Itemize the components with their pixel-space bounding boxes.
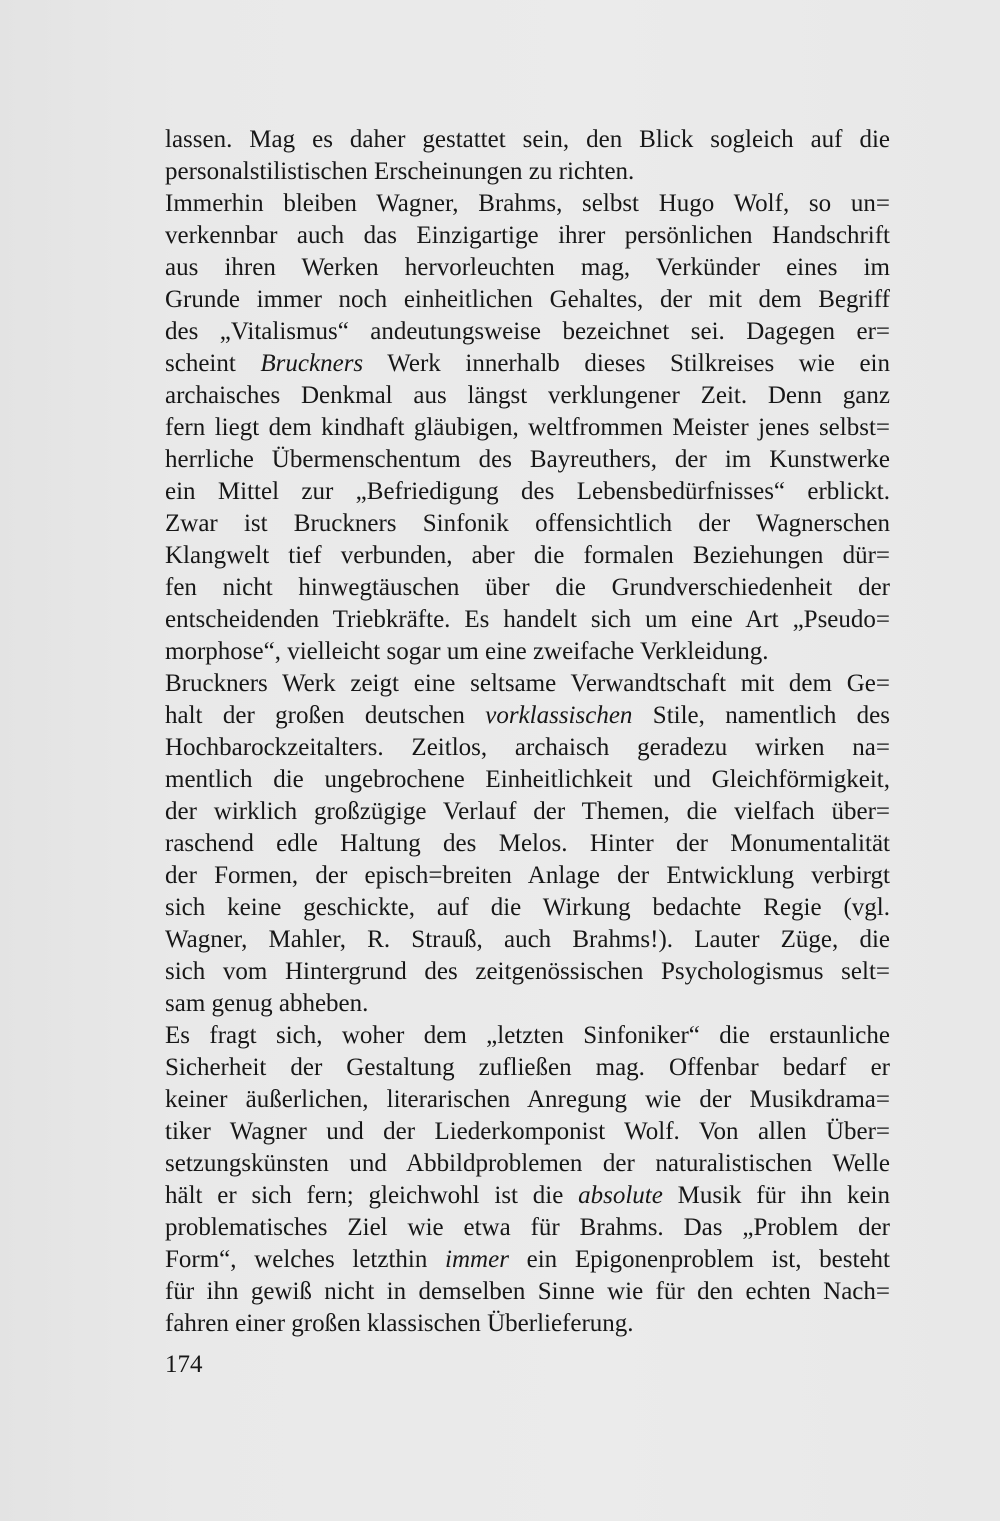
text-line: lassen. Mag es daher gestattet sein, den Blick sogleich auf die xyxy=(165,126,890,153)
text-line: Sicherheit der Gestaltung zufließen mag. Offenbar bedarf er xyxy=(165,1054,890,1081)
text-line: raschend edle Haltung des Melos. Hinter der Monumentalität xyxy=(165,830,890,857)
text-line: fern liegt dem kindhaft gläubigen, weltfrommen Meister jenes selbst= xyxy=(165,414,890,441)
text-segment: halt der großen deutschen xyxy=(165,702,486,729)
text-line: ein Mittel zur „Befriedigung des Lebensbedürfnisses“ erblickt. xyxy=(165,478,890,505)
paragraph xyxy=(165,1020,890,1340)
italic-text: vorklassischen xyxy=(485,702,633,729)
text-line: Grunde immer noch einheitlichen Gehaltes, der mit dem Begriff xyxy=(165,286,890,313)
text-line: Hochbarockzeitalters. Zeitlos, archaisch geradezu wirken na= xyxy=(165,734,890,761)
text-line: archaisches Denkmal aus längst verklungener Zeit. Denn ganz xyxy=(165,382,890,409)
text-line: aus ihren Werken hervorleuchten mag, Verkünder eines im xyxy=(165,254,890,281)
text-line: entscheidenden Triebkräfte. Es handelt sich um eine Art „Pseudo= xyxy=(165,606,890,633)
text-line xyxy=(165,1244,890,1276)
text-line: für ihn gewiß nicht in demselben Sinne wie für den echten Nach= xyxy=(165,1278,890,1305)
text-line: Es fragt sich, woher dem „letzten Sinfoniker“ die erstaunliche xyxy=(165,1022,890,1049)
text-segment: Stile, namentlich des xyxy=(632,702,890,729)
text-line: keiner äußerlichen, literarischen Anregung wie der Musikdrama= xyxy=(165,1086,890,1113)
text-line: morphose“, vielleicht sogar um eine zweifache Verkleidung. xyxy=(165,638,769,665)
text-segment: ein Epigonenproblem ist, besteht xyxy=(508,1246,890,1273)
text-line: des „Vitalismus“ andeutungsweise bezeichnet sei. Dagegen er= xyxy=(165,318,890,345)
paragraph xyxy=(165,188,890,668)
text-line: Klangwelt tief verbunden, aber die formalen Beziehungen dür= xyxy=(165,542,890,569)
text-segment: scheint xyxy=(165,350,261,377)
text-block xyxy=(165,124,890,1340)
text-segment: Werk innerhalb dieses Stilkreises wie ein xyxy=(363,350,890,377)
text-line: setzungskünsten und Abbildproblemen der naturalistischen Welle xyxy=(165,1150,890,1177)
page-number: 174 xyxy=(165,1351,203,1378)
italic-text: absolute xyxy=(578,1182,663,1209)
paragraph xyxy=(165,668,890,1020)
paragraph xyxy=(165,124,890,188)
text-line: problematisches Ziel wie etwa für Brahms. Das „Problem der xyxy=(165,1214,890,1241)
text-line: Zwar ist Bruckners Sinfonik offensichtlich der Wagnerschen xyxy=(165,510,890,537)
text-segment: Musik für ihn kein xyxy=(662,1182,890,1209)
text-line: tiker Wagner und der Liederkomponist Wolf. Von allen Über= xyxy=(165,1118,890,1145)
text-line: herrliche Übermenschentum des Bayreuthers, der im Kunstwerke xyxy=(165,446,890,473)
text-line: fen nicht hinwegtäuschen über die Grundverschiedenheit der xyxy=(165,574,890,601)
text-line: sich keine geschickte, auf die Wirkung bedachte Regie (vgl. xyxy=(165,894,890,921)
text-line xyxy=(165,700,890,732)
italic-text: Bruckners xyxy=(260,350,364,377)
text-line: mentlich die ungebrochene Einheitlichkeit und Gleichförmigkeit, xyxy=(165,766,890,793)
text-line: Immerhin bleiben Wagner, Brahms, selbst Hugo Wolf, so un= xyxy=(165,190,890,217)
text-line: sam genug abheben. xyxy=(165,990,369,1017)
text-line: der wirklich großzügige Verlauf der Themen, die vielfach über= xyxy=(165,798,890,825)
text-line xyxy=(165,1180,890,1212)
text-line: Wagner, Mahler, R. Strauß, auch Brahms!). Lauter Züge, die xyxy=(165,926,890,953)
text-line: der Formen, der episch=breiten Anlage der Entwicklung verbirgt xyxy=(165,862,890,889)
text-line: Bruckners Werk zeigt eine seltsame Verwandtschaft mit dem Ge= xyxy=(165,670,890,697)
text-segment: hält er sich fern; gleichwohl ist die xyxy=(165,1182,579,1209)
italic-text: immer xyxy=(445,1246,509,1273)
text-line: sich vom Hintergrund des zeitgenössischen Psychologismus selt= xyxy=(165,958,890,985)
text-line: verkennbar auch das Einzigartige ihrer persönlichen Handschrift xyxy=(165,222,890,249)
text-line xyxy=(165,348,890,380)
text-line: personalstilistischen Erscheinungen zu richten. xyxy=(165,158,635,185)
text-segment: Form“, welches letzthin xyxy=(165,1246,446,1273)
text-line: fahren einer großen klassischen Überlieferung. xyxy=(165,1310,634,1337)
